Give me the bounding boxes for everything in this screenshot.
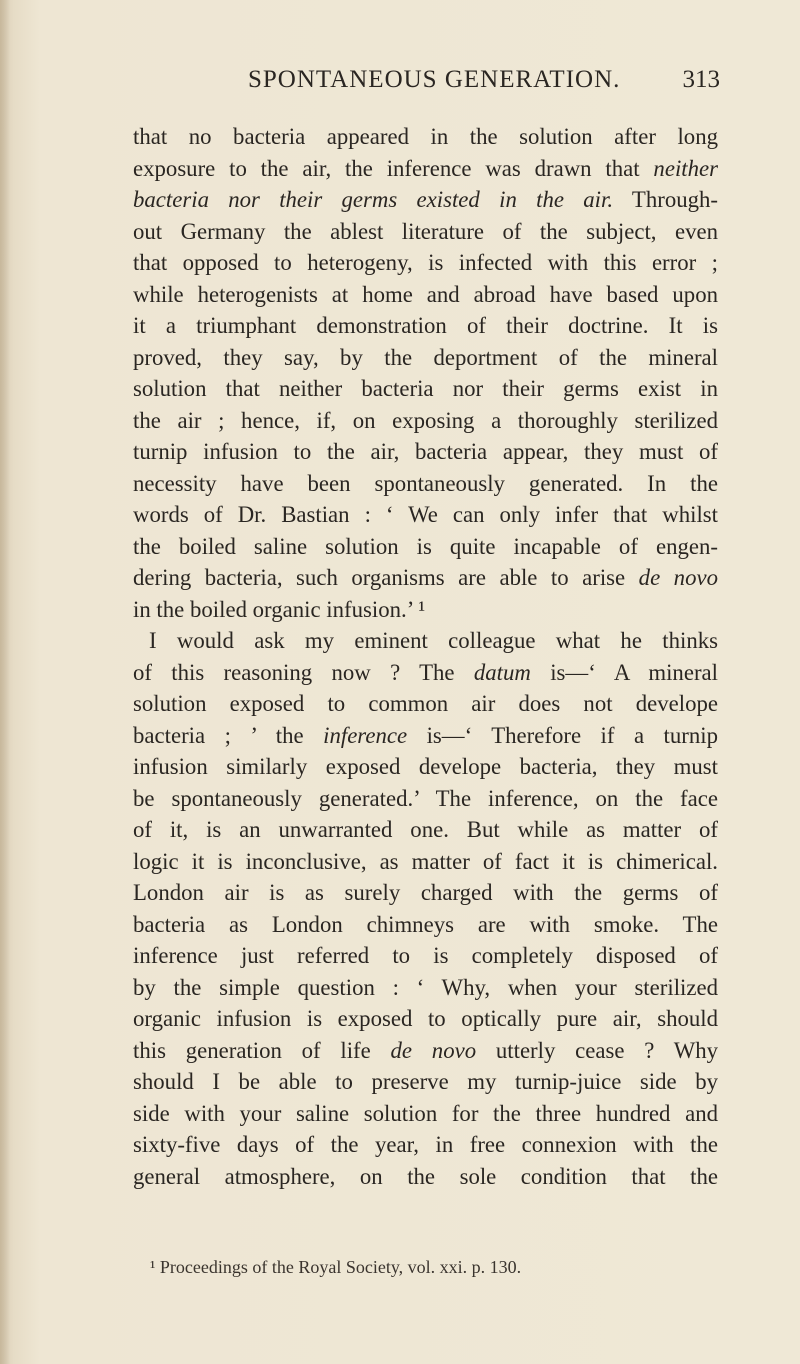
text-segment: proved, they say, by the deportment of the mineral [133, 344, 718, 370]
text-line [133, 499, 718, 531]
text-segment: that opposed to heterogeny, is infected with this error ; [133, 250, 718, 275]
running-head [248, 60, 720, 100]
text-segment: neither [653, 155, 718, 181]
text-line [133, 1098, 718, 1130]
text-segment: side with your saline solution for the three hundred and [133, 1100, 718, 1126]
text-line [133, 1161, 718, 1193]
text-line [133, 279, 718, 311]
text-segment: solution exposed to common air does not develope [133, 691, 718, 716]
text-line [133, 814, 718, 846]
text-line [133, 121, 718, 153]
running-title: SPONTANEOUS GENERATION. [248, 66, 621, 93]
gutter-shadow [0, 0, 10, 1364]
text-line [133, 342, 718, 374]
text-segment: words of Dr. Bastian : ‘ We can only infer that whilst [133, 502, 718, 527]
text-segment: bacteria as London chimneys are with smoke. The [133, 911, 718, 937]
text-segment: organic infusion is exposed to optically pure air, should [133, 1006, 718, 1031]
text-line [133, 153, 718, 185]
text-line [133, 405, 718, 437]
text-segment: should I be able to preserve my turnip-juice side by [133, 1069, 718, 1094]
text-line [133, 310, 718, 342]
text-segment: while heterogenists at home and abroad have based upon [133, 281, 718, 307]
text-segment: is—‘ A mineral [530, 659, 718, 685]
text-line [133, 688, 718, 720]
text-segment: turnip infusion to the air, bacteria appear, they must of [133, 439, 718, 464]
text-line [133, 1129, 718, 1161]
text-segment: utterly cease ? Why [476, 1037, 718, 1063]
text-segment: I would ask my eminent colleague what he thinks [149, 628, 718, 653]
text-segment: by the simple question : ‘ Why, when your sterilized [133, 974, 718, 1000]
text-segment: infusion similarly exposed develope bacteria, they must [133, 754, 718, 779]
text-segment: the air ; hence, if, on exposing a thoroughly sterilized [133, 407, 718, 433]
text-line [133, 846, 718, 878]
text-line [133, 562, 718, 594]
text-segment: logic it is inconclusive, as matter of fact it is chimerical. [133, 848, 718, 874]
text-segment: inference [323, 722, 408, 748]
text-segment: be spontaneously generated.’ The inference, on the face [133, 785, 718, 811]
text-segment: bacteria nor their germs existed in the air. [133, 187, 614, 212]
text-line [133, 247, 718, 279]
text-line [133, 184, 718, 216]
text-line [133, 940, 718, 972]
page-number: 313 [682, 66, 720, 93]
text-segment: dering bacteria, such organisms are able to arise [133, 565, 639, 590]
text-line [133, 1066, 718, 1098]
text-segment: general atmosphere, on the sole condition that the [133, 1163, 718, 1189]
text-line [133, 216, 718, 248]
text-line [133, 783, 718, 815]
text-segment: datum [473, 659, 531, 685]
text-line [133, 657, 718, 689]
text-line [133, 625, 718, 657]
text-line [133, 594, 718, 626]
text-segment: London air is as surely charged with the germs of [133, 880, 718, 905]
text-segment: exposure to the air, the inference was drawn that [133, 155, 654, 181]
footnote: ¹ Proceedings of the Royal Society, vol. xxi. p. 130. [150, 1257, 522, 1277]
text-segment: this generation of life [133, 1037, 391, 1063]
text-segment: de novo [638, 565, 718, 590]
text-line [133, 1003, 718, 1035]
text-segment: out Germany the ablest literature of the subject, even [133, 218, 718, 244]
text-segment: that no bacteria appeared in the solution after long [133, 124, 718, 149]
text-segment: de novo [390, 1037, 477, 1063]
text-segment: of this reasoning now ? The [133, 659, 474, 685]
text-line [133, 468, 718, 500]
text-segment: of it, is an unwarranted one. But while as matter of [133, 817, 718, 842]
text-segment: sixty-five days of the year, in free connexion with the [133, 1132, 718, 1157]
text-segment: bacteria ; ’ the [133, 722, 324, 748]
text-segment: necessity have been spontaneously generated. In the [133, 470, 718, 496]
text-segment: the boiled saline solution is quite incapable of engen- [133, 533, 718, 559]
text-line [133, 909, 718, 941]
text-line [133, 436, 718, 468]
text-segment: solution that neither bacteria nor their germs exist in [133, 376, 718, 401]
text-segment: in the boiled organic infusion.’ ¹ [133, 596, 426, 622]
text-line [133, 877, 718, 909]
text-line [133, 972, 718, 1004]
text-segment: it a triumphant demonstration of their doctrine. It is [133, 313, 718, 338]
text-line [133, 720, 718, 752]
text-segment: is—‘ Therefore if a turnip [407, 722, 718, 748]
text-line [133, 531, 718, 563]
body-text [133, 121, 718, 1192]
text-line [133, 751, 718, 783]
text-line [133, 373, 718, 405]
text-line [133, 1035, 718, 1067]
text-segment: Through- [613, 187, 718, 212]
text-segment: inference just referred to is completely disposed of [133, 943, 718, 968]
